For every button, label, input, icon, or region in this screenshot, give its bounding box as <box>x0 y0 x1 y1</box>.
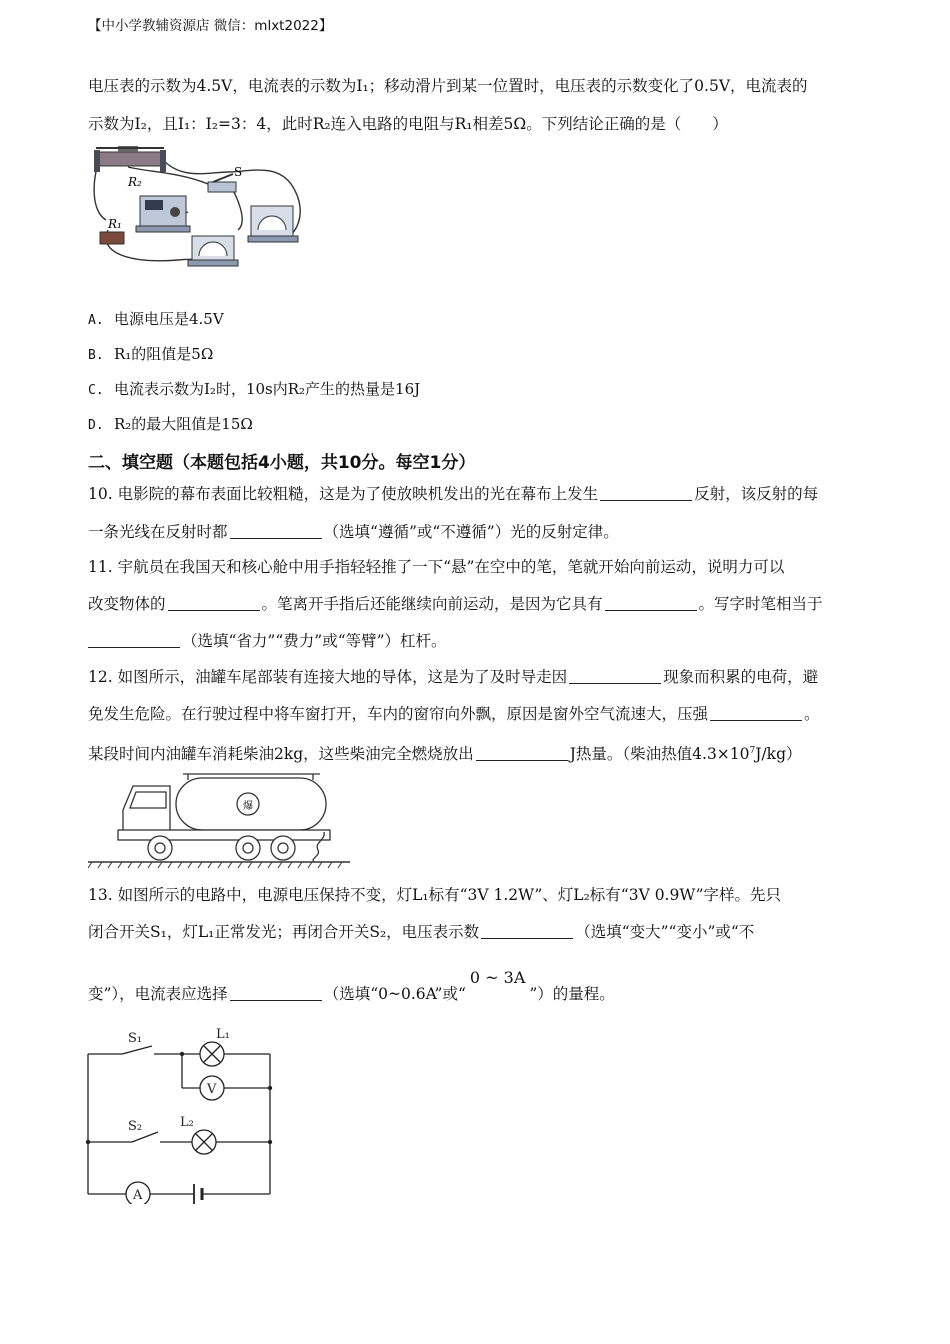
q13-blank-1 <box>481 924 573 939</box>
label-r1: R₁ <box>108 217 122 231</box>
q13-line-1: 13. 如图所示的电路中，电源电压保持不变，灯L₁标有“3V 1.2W”、灯L₂标有“3V 0.9W”字样。先只 <box>88 886 781 904</box>
section-title: 二、填空题（本题包括4小题，共10分。每空1分） <box>88 453 476 473</box>
q9-circuit-photo <box>88 142 313 272</box>
q11-line-2: 改变物体的 。笔离开手指后还能继续向前运动，是因为它具有 。写字时笔相当于 <box>88 595 823 613</box>
option-b: B. R₁的阻值是5Ω <box>88 345 214 363</box>
q13-blank-2 <box>230 986 322 1001</box>
q13-line-2: 闭合开关S₁，灯L₁正常发光；再闭合开关S₂，电压表示数 （选填“变大”“变小”或“不 <box>88 923 755 941</box>
q10-line-2: 一条光线在反射时都 （选填“遵循”或“不遵循”）光的反射定律。 <box>88 523 619 541</box>
q10-blank-2 <box>230 524 322 539</box>
tank-label: 爆 <box>243 801 253 812</box>
label-r2: R₂ <box>128 175 142 189</box>
q11-line-1: 11. 宇航员在我国天和核心舱中用手指轻轻推了一下“悬”在空中的笔，笔就开始向前运动，说明力可以 <box>88 558 785 576</box>
q11-blank-2 <box>605 596 697 611</box>
q12-line-1: 12. 如图所示，油罐车尾部装有连接大地的导体，这是为了及时导走因 现象而积累的电荷，避 <box>88 668 819 686</box>
label-l1: L₁ <box>216 1027 230 1042</box>
q10-blank-1 <box>600 486 692 501</box>
tank-truck-figure <box>88 770 358 870</box>
option-c: C. 电流表示数为I₂时，10s内R₂产生的热量是16J <box>88 380 421 398</box>
option-a: A. 电源电压是4.5V <box>88 310 224 328</box>
q10-line-1: 10. 电影院的幕布表面比较粗糙，这是为了使放映机发出的光在幕布上发生 反射，该反射的每 <box>88 485 819 503</box>
q9-line-1: 电压表的示数为4.5V，电流表的示数为I₁；移动滑片到某一位置时，电压表的示数变化了0.5V，电流表的 <box>88 77 808 95</box>
q9-line-2: 示数为I₂，且I₁：I₂=3：4，此时R₂连入电路的电阻与R₁相差5Ω。下列结论正确的是（ ） <box>88 115 728 133</box>
q13-line-3: 变”），电流表应选择 （选填“0~0.6A”或“0 ~ 3A”）的量程。 <box>88 968 615 1003</box>
label-s2: S₂ <box>128 1119 143 1134</box>
q11-blank-3 <box>88 633 180 648</box>
q13-circuit-diagram <box>82 1024 282 1204</box>
q11-blank-1 <box>168 596 260 611</box>
label-s: S <box>234 165 243 179</box>
label-l2: L₂ <box>180 1115 194 1130</box>
q12-line-3: 某段时间内油罐车消耗柴油2kg，这些柴油完全燃烧放出 J热量。（柴油热值$4.3\times 10^7J/kg$） <box>88 745 802 764</box>
q12-blank-1 <box>569 669 661 684</box>
label-v: V <box>207 1082 217 1097</box>
range-0-3a: 0 ~ 3A <box>469 968 526 987</box>
option-d: D. R₂的最大阻值是15Ω <box>88 415 253 433</box>
label-a: A <box>133 1188 143 1203</box>
q12-line-2: 免发生危险。在行驶过程中将车窗打开，车内的窗帘向外飘，原因是窗外空气流速大，压强 。 <box>88 705 820 723</box>
q12-blank-2 <box>710 706 802 721</box>
label-s1: S₁ <box>128 1031 143 1046</box>
q11-line-3: （选填“省力”“费力”或“等臂”）杠杆。 <box>88 631 447 651</box>
page-header: 【中小学教辅资源店 微信：mlxt2022】 <box>88 18 333 34</box>
q12-blank-3 <box>476 746 568 761</box>
